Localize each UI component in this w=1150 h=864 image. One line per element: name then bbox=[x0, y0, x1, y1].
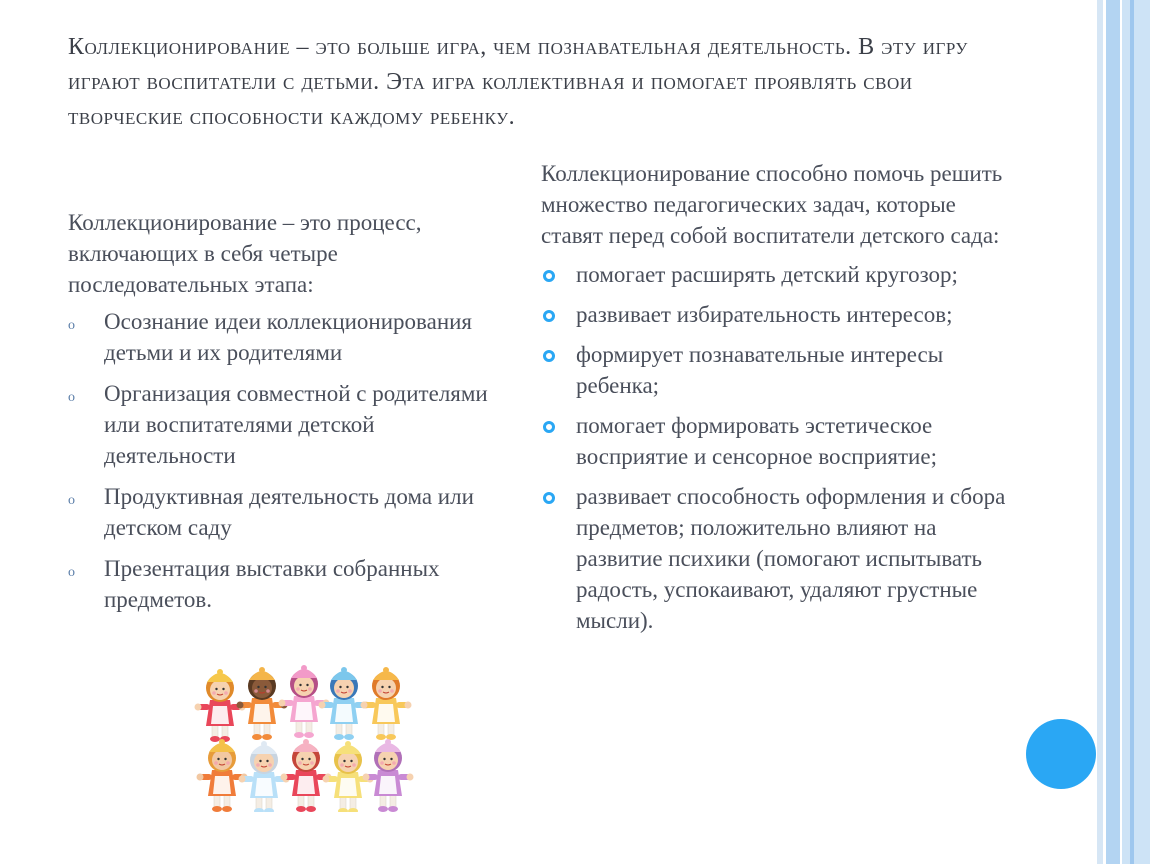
list-item bbox=[68, 306, 498, 368]
slide-title: Коллекционирование – это больше игра, чем познавательная деятельность. В эту игру играют воспитатели с детьми. Эта игра коллективная и помогает проявлять свои творческие способности каждому ребенку. bbox=[68, 34, 968, 130]
list-item bbox=[68, 481, 498, 543]
list-item-text: развивает избирательность интересов; bbox=[576, 302, 953, 327]
list-item-text: Организация совместной с родителями или воспитателями детской деятельности bbox=[104, 381, 488, 468]
left-column bbox=[68, 207, 498, 625]
list-item-text: формирует познавательные интересы ребенка; bbox=[576, 342, 944, 398]
doll-figure bbox=[281, 739, 332, 812]
right-intro: Коллекционирование способно помочь решить множество педагогических задач, которые ставят перед собой воспитатели детского сада: bbox=[541, 161, 1003, 248]
bullet-icon: o bbox=[68, 318, 75, 333]
list-item-text: помогает расширять детский кругозор; bbox=[576, 262, 958, 287]
bullet-icon: o bbox=[68, 493, 75, 508]
decor-stripe bbox=[1122, 0, 1150, 864]
list-item bbox=[68, 553, 498, 615]
list-item-text: Осознание идеи коллекционирования детьми и их родителями bbox=[104, 309, 473, 365]
ring-bullet-icon bbox=[543, 350, 555, 362]
ring-bullet-icon bbox=[543, 310, 555, 322]
doll-figure bbox=[361, 667, 412, 740]
doll-figure bbox=[363, 739, 414, 812]
list-item bbox=[541, 299, 1011, 330]
bullet-icon: o bbox=[68, 565, 75, 580]
doll-figure bbox=[279, 665, 330, 738]
decor-stripe bbox=[1106, 0, 1120, 864]
ring-bullet-icon bbox=[543, 421, 555, 433]
list-item-text: Продуктивная деятельность дома или детском саду bbox=[104, 484, 474, 540]
list-item bbox=[541, 410, 1011, 472]
list-item bbox=[68, 378, 498, 471]
right-column bbox=[541, 158, 1011, 645]
left-intro: Коллекционирование – это процесс, включающих в себя четыре последовательных этапа: bbox=[68, 210, 422, 297]
ring-bullet-icon bbox=[543, 492, 555, 504]
stages-list bbox=[68, 306, 498, 615]
tasks-list bbox=[541, 259, 1011, 636]
list-item bbox=[541, 339, 1011, 401]
list-item bbox=[541, 481, 1011, 636]
dolls-image bbox=[192, 652, 417, 812]
decor-stripe bbox=[1097, 0, 1103, 864]
list-item-text: развивает способность оформления и сбора предметов; положительно влияют на развитие психики (помогают испытывать радость, успокаивают, удаляют грустные мысли). bbox=[576, 484, 1006, 633]
ring-bullet-icon bbox=[543, 270, 555, 282]
doll-figure bbox=[197, 739, 248, 812]
decor-stripe bbox=[1130, 0, 1134, 864]
list-item bbox=[541, 259, 1011, 290]
list-item-text: помогает формировать эстетическое восприятие и сенсорное восприятие; bbox=[576, 413, 937, 469]
decor-circle bbox=[1026, 719, 1096, 789]
bullet-icon: o bbox=[68, 390, 75, 405]
list-item-text: Презентация выставки собранных предметов. bbox=[104, 556, 440, 612]
